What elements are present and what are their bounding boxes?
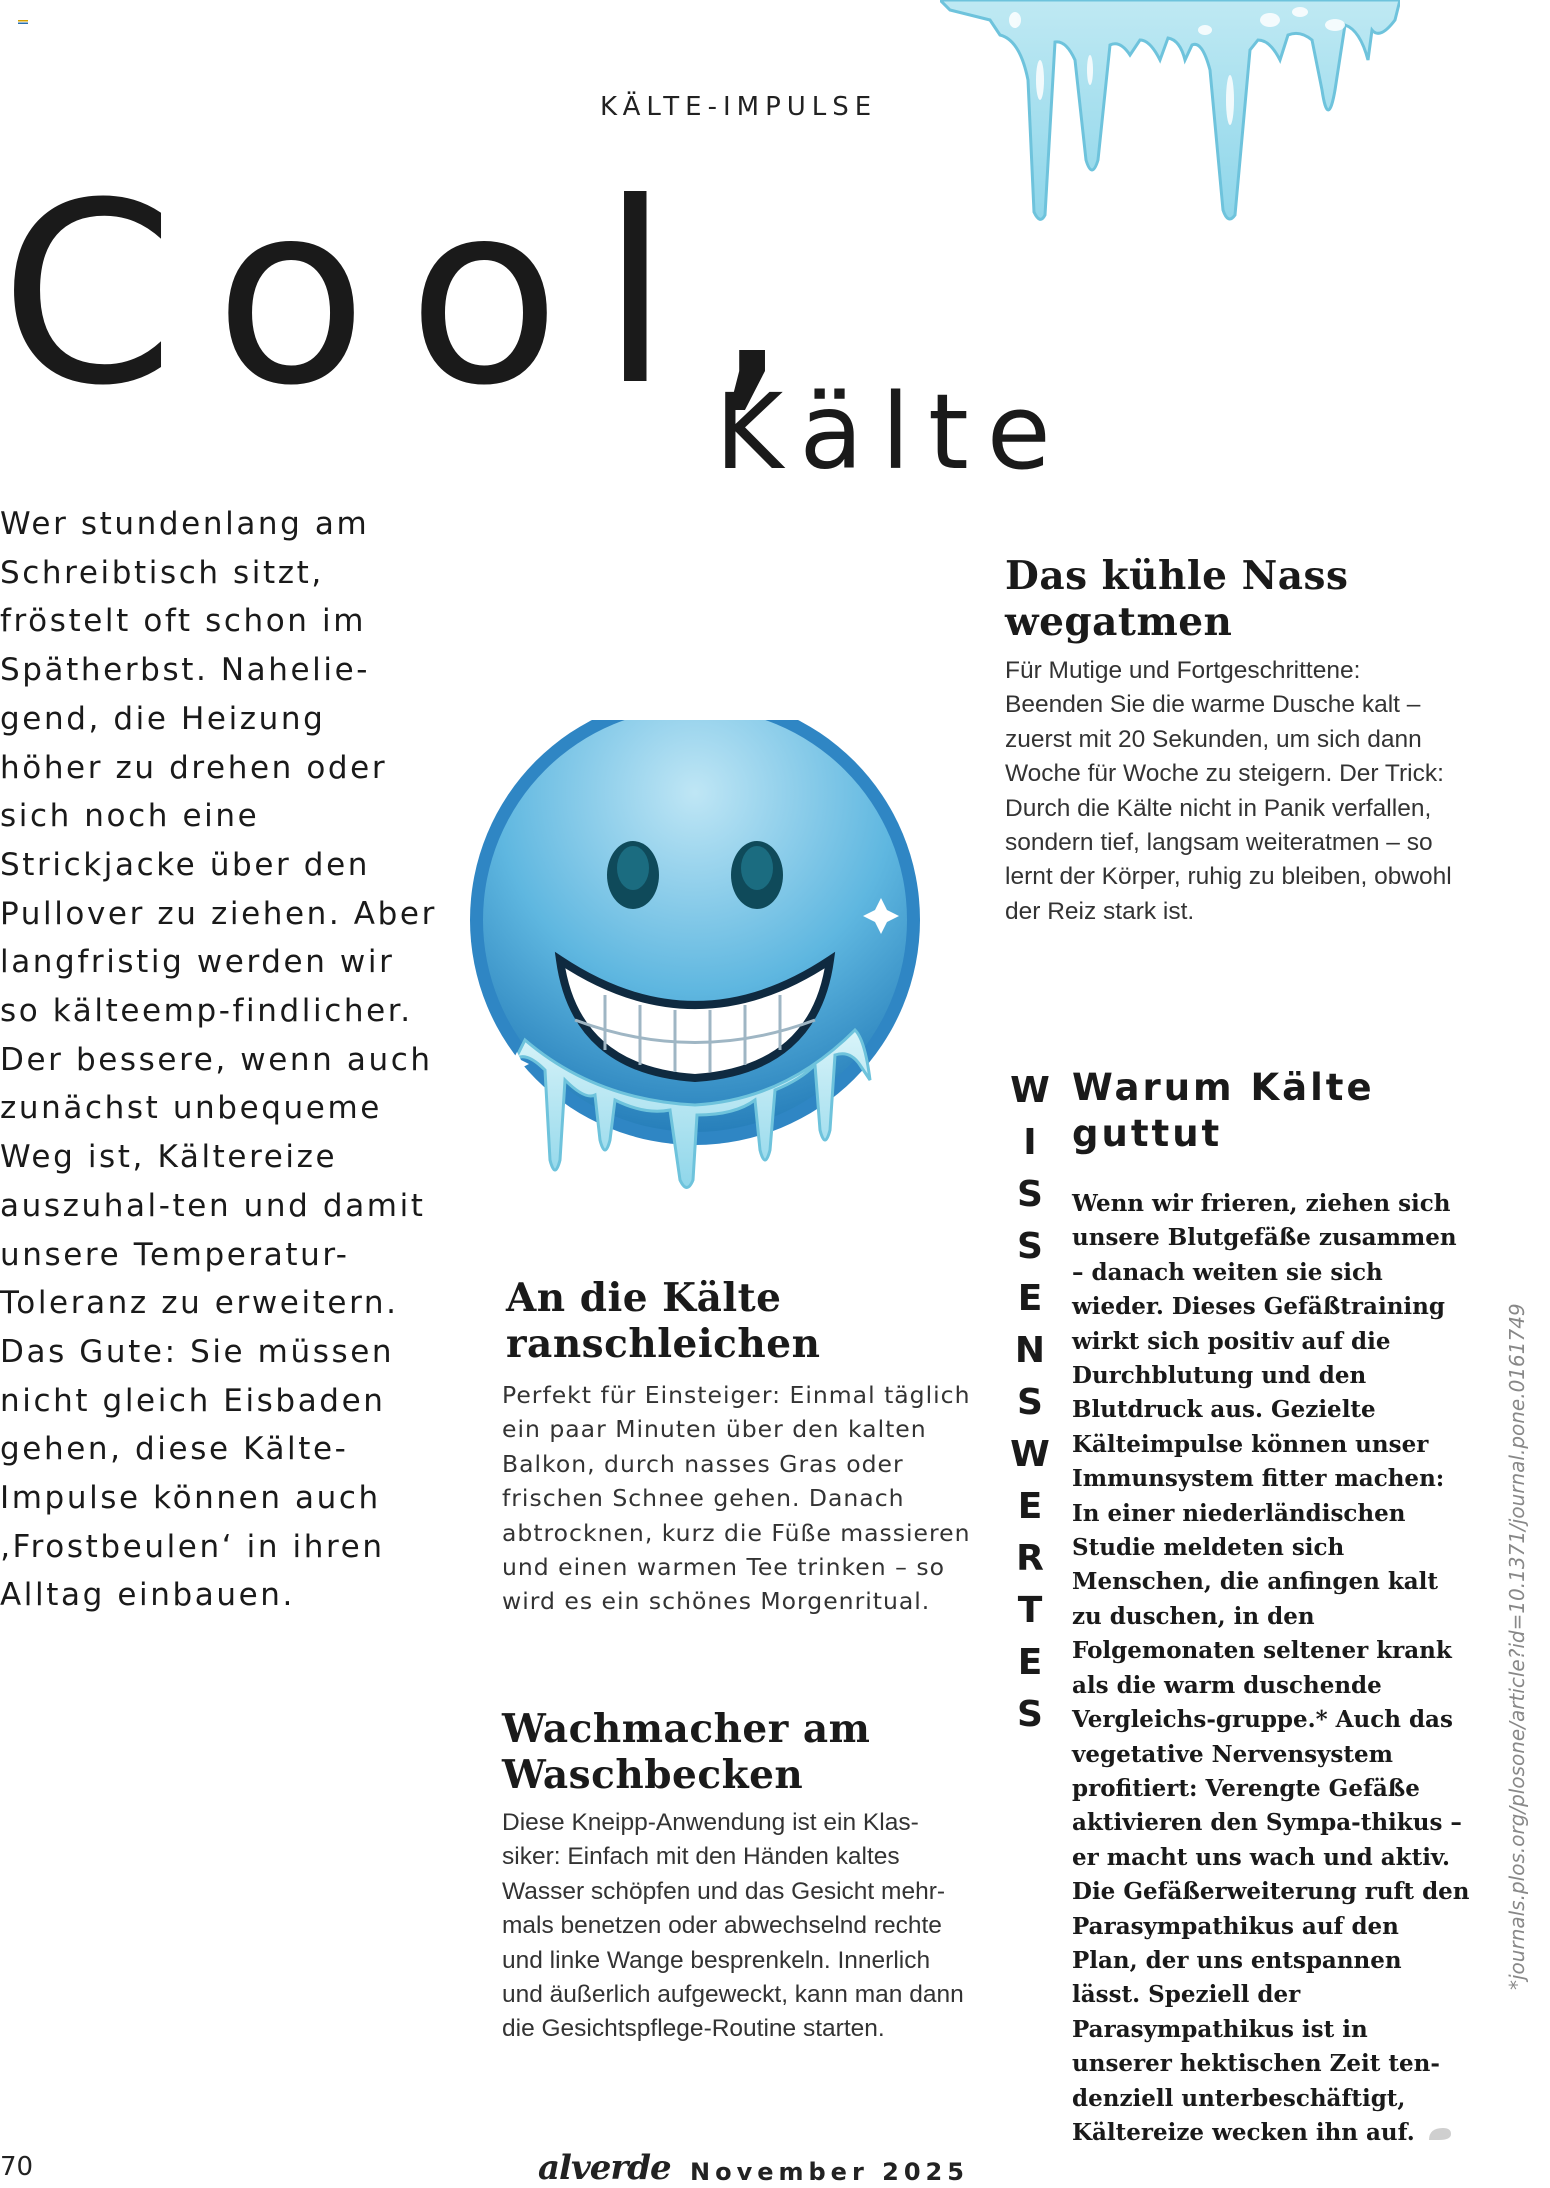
section-heading-nass: Das kühle Nass wegatmen: [1005, 553, 1349, 645]
wissenswertes-label: W I S S E N S W E R T E S: [1010, 1070, 1050, 1735]
page-number: 70: [0, 2152, 34, 2182]
intro-text: Wer stundenlang am Schreibtisch sitzt, fröstelt oft schon im Spätherbst. Nahelie-gend, die Heizung höher zu drehen oder sich noch eine Strickjacke über den Pullover zu ziehen. Aber langfristig werden wir so kälteemp-findlicher. Der bessere, wenn auch zunächst unbequeme Weg ist, Kältereize auszuhal-ten und damit unsere Temperatur-Toleranz zu erweitern. Das Gute: Sie müssen nicht gleich Eisbaden gehen, diese Kälte-Impulse können auch ‚Frostbeulen‘ in ihren Alltag einbauen.: [0, 506, 437, 1614]
end-mark-icon: [1427, 2126, 1453, 2142]
section-body-nass: Für Mutige und Fortgeschrittene: Beenden Sie die warme Dusche kalt – zuerst mit 20 Sekunden, um sich dann Woche für Woche zu steigern. Der Trick: Durch die Kälte nicht in Panik verfallen, sondern tief, langsam weiteratmen – so lernt der Körper, ruhig zu bleiben, obwohl der Reiz stark ist.: [1005, 657, 1452, 925]
page-title: Cool,: [0, 149, 830, 440]
section-body-anschleichen: Perfekt für Einsteiger: Einmal täglich ein paar Minuten über den kalten Balkon, durch nasses Gras oder frischen Schnee gehen. Danach abtrocknen, kurz die Füße massieren und einen warmen Tee trinken – so wird es ein schönes Morgenritual.: [502, 1381, 971, 1616]
section-heading-anschleichen: An die Kälte ranschleichen: [506, 1275, 821, 1367]
magazine-logo: alverde: [538, 2148, 671, 2188]
issue-date: November 2025: [690, 2158, 969, 2186]
source-note: *journals.plos.org/plosone/article?id=10.1371/journal.pone.0161749: [1505, 1303, 1529, 1990]
section-body-waschbecken: Diese Kneipp-Anwendung ist ein Klas-siker: Einfach mit den Händen kaltes Wasser schöpfen und das Gesicht mehr-mals benetzen oder abwechselnd rechte und linke Wange besprenkeln. Innerlich und äußerlich aufgeweckt, kann man dann die Gesichtspflege-Routine starten.: [502, 1809, 964, 2043]
section-heading-waschbecken: Wachmacher am Waschbecken: [502, 1706, 871, 1798]
corner-mark: [18, 20, 28, 24]
kicker: KÄLTE-IMPULSE: [600, 92, 878, 122]
page-subtitle: Kälte: [715, 371, 1069, 493]
wissenswertes-heading: Warum Kälte guttut: [1072, 1066, 1375, 1155]
icicles-icon: [940, 0, 1400, 225]
frozen-smiley-icon: [455, 720, 935, 1195]
wissenswertes-body: Wenn wir frieren, ziehen sich unsere Blutgefäße zusammen – danach weiten sie sich wieder. Dieses Gefäßtraining wirkt sich positiv auf die Durchblutung und den Blutdruck aus. Gezielte Kälteimpulse können unser Immunsystem fitter machen: In einer niederländischen Studie meldeten sich Menschen, die anfingen kalt zu duschen, in den Folgemonaten seltener krank als die warm duschende Vergleichs-gruppe.* Auch das vegetative Nervensystem profitiert: Verengte Gefäße aktivieren den Sympa-thikus – er macht uns wach und aktiv. Die Gefäßerweiterung ruft den Parasympathikus auf den Plan, der uns entspannen lässt. Speziell der Parasympathikus ist in unserer hektischen Zeit ten-denziell unterbeschäftigt, Kältereize wecken ihn auf.: [1072, 1190, 1470, 2146]
